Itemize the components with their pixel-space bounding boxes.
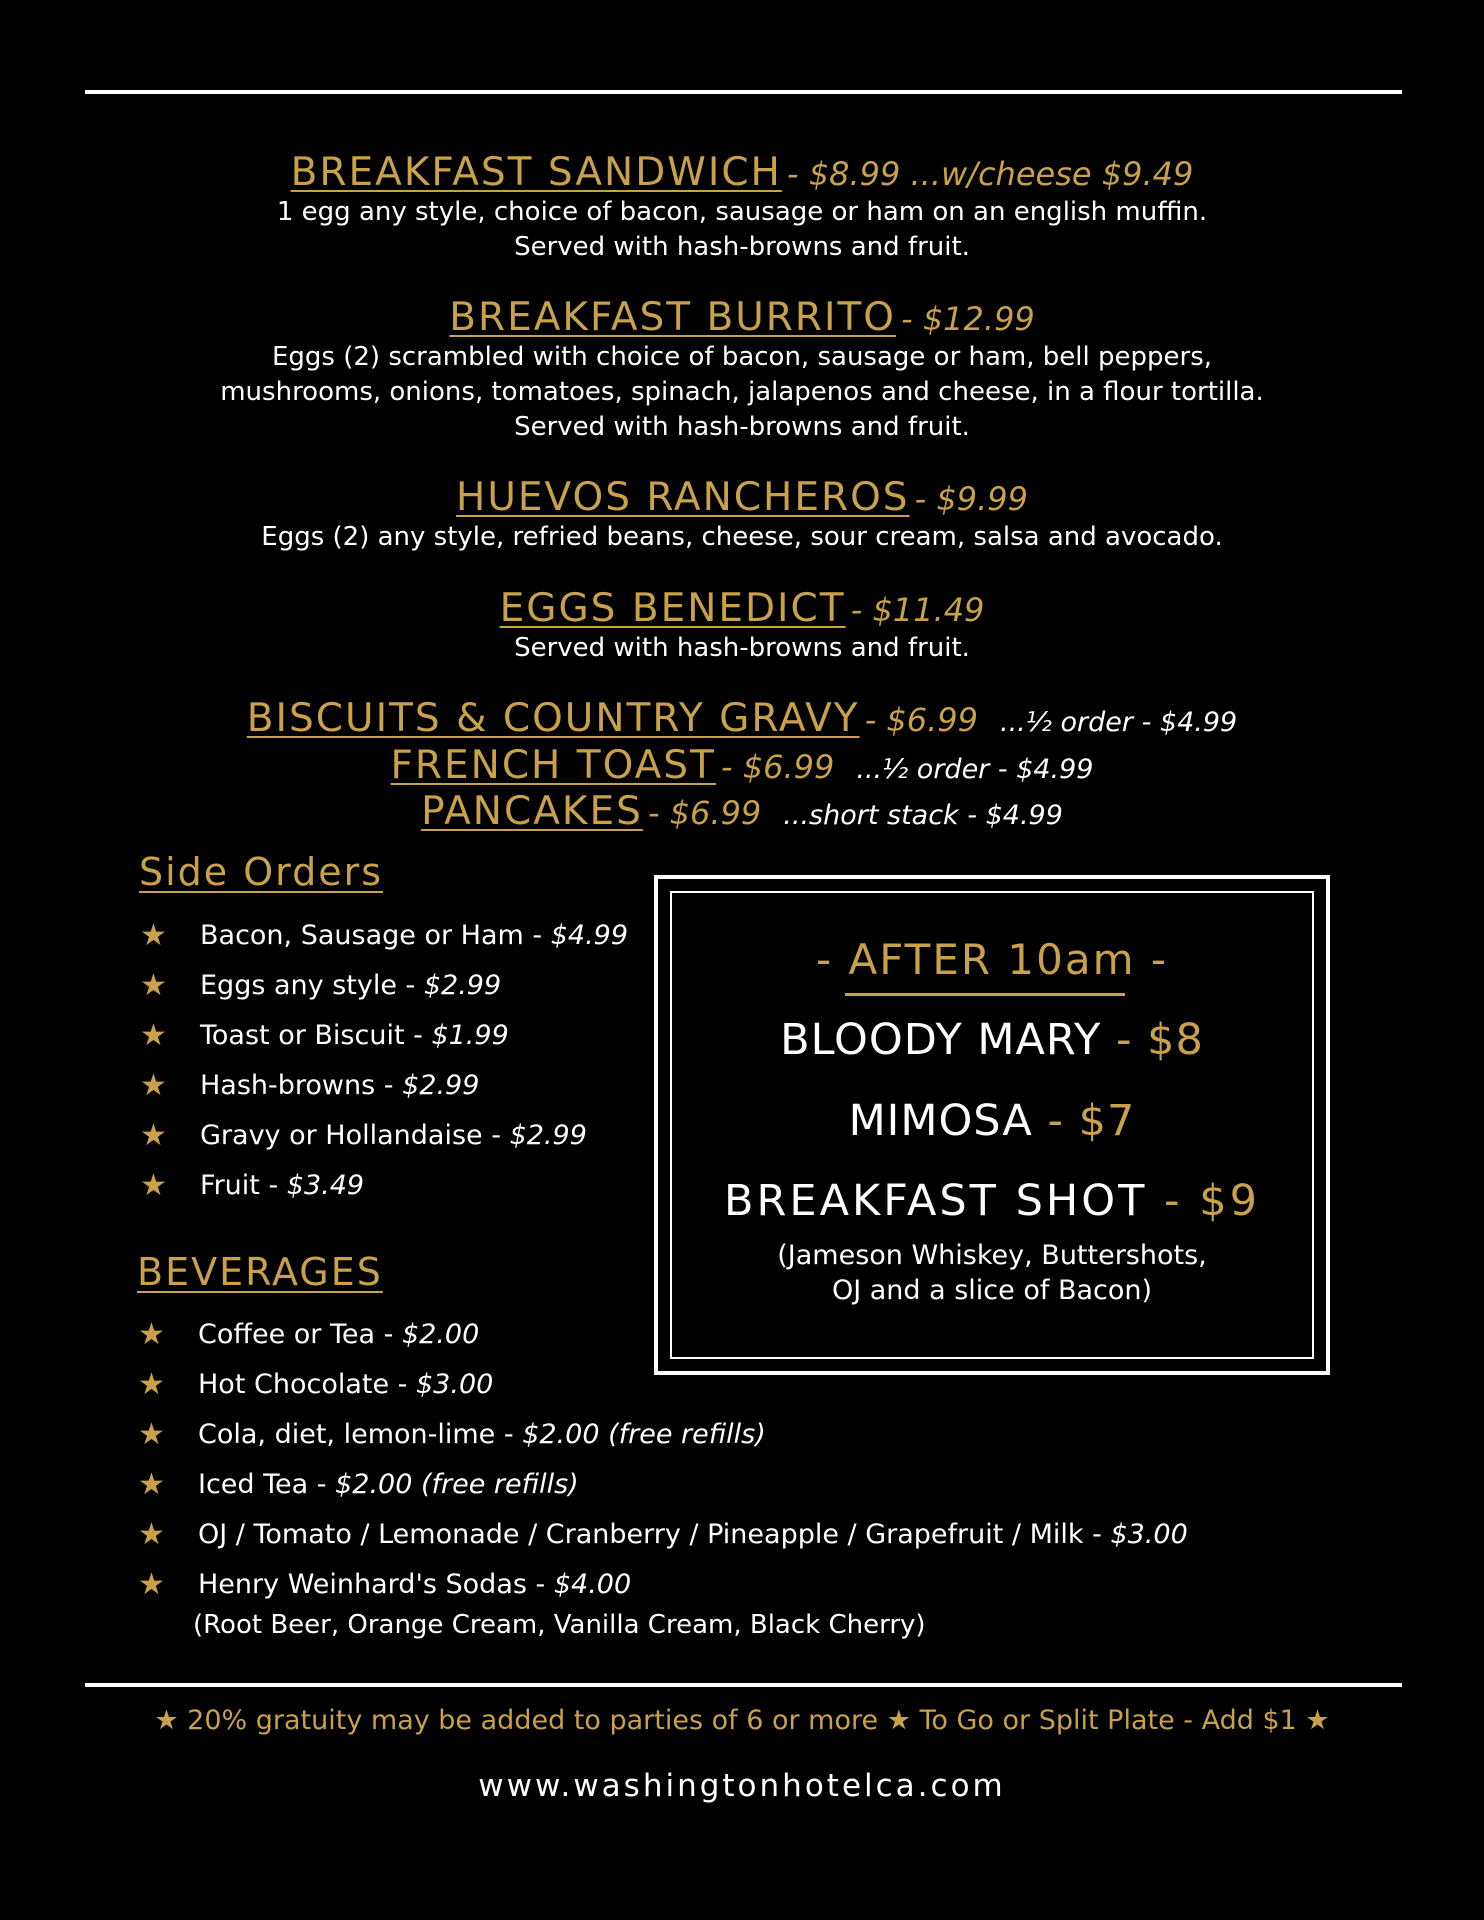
item-price: $2.99: [509, 1120, 587, 1151]
item-name: Toast or Biscuit -: [200, 1020, 432, 1051]
side-orders-list: [140, 911, 628, 1211]
drink-name: BREAKFAST SHOT: [724, 1176, 1148, 1226]
item-name: Henry Weinhard's Sodas -: [198, 1569, 554, 1600]
item-price: $4.99: [550, 920, 629, 951]
drink-bloody-mary: [672, 1015, 1312, 1065]
menu-item-pancakes: [0, 789, 1484, 834]
menu-item-huevos-rancheros: [0, 475, 1484, 555]
menu-item-breakfast-sandwich: [0, 150, 1484, 265]
item-price: $2.99: [402, 1070, 480, 1101]
item-price: $2.00 (free refills): [522, 1419, 766, 1450]
website-link[interactable]: www.washingtonhotelca.com: [478, 1768, 1006, 1804]
item-description: Eggs (2) scrambled with choice of bacon, sausage or ham, bell peppers,: [271, 342, 1213, 372]
list-item: [140, 911, 628, 961]
star-icon: ★: [138, 1317, 165, 1352]
drink-name: MIMOSA: [848, 1096, 1033, 1146]
star-icon: ★: [138, 1467, 165, 1502]
shot-note-line: (Jameson Whiskey, Buttershots,: [777, 1240, 1207, 1271]
list-item: [140, 961, 628, 1011]
after-10am-box: [654, 875, 1330, 1375]
item-name: OJ / Tomato / Lemonade / Cranberry / Pineapple / Grapefruit / Milk -: [198, 1519, 1111, 1550]
item-price: $2.99: [423, 970, 502, 1001]
drink-name: BLOODY MARY: [780, 1015, 1102, 1065]
sodas-note: (Root Beer, Orange Cream, Vanilla Cream, Black Cherry): [193, 1610, 926, 1640]
item-note: ...short stack - $4.99: [783, 800, 1063, 831]
star-icon: ★: [138, 1417, 165, 1452]
menu-item-breakfast-burrito: [0, 295, 1484, 445]
item-name: Cola, diet, lemon-lime -: [198, 1419, 523, 1450]
side-orders-heading: Side Orders: [139, 850, 384, 894]
item-description: Served with hash-browns and fruit.: [514, 412, 970, 442]
list-item: [140, 1161, 628, 1211]
list-item: [140, 1111, 628, 1161]
drink-price: - $9: [1147, 1176, 1260, 1226]
after-10am-heading: - AFTER 10am -: [816, 935, 1168, 984]
star-icon: ★: [140, 1168, 167, 1203]
shot-note-line: OJ and a slice of Bacon): [831, 1275, 1153, 1306]
bottom-divider: [85, 1683, 1402, 1687]
drink-breakfast-shot: [672, 1176, 1312, 1226]
list-item: [138, 1460, 1188, 1510]
item-price: - $6.99: [720, 748, 835, 786]
menu-item-eggs-benedict: [0, 586, 1484, 666]
item-name: Fruit -: [200, 1170, 287, 1201]
list-item: [138, 1410, 1188, 1460]
after-10am-inner-border: [670, 891, 1314, 1359]
item-name: Iced Tea -: [198, 1469, 336, 1500]
item-note: ...½ order - $4.99: [1000, 707, 1238, 738]
item-price: - $11.49: [850, 591, 985, 629]
item-price: - $12.99: [901, 300, 1035, 338]
item-description: Served with hash-browns and fruit.: [514, 633, 970, 663]
item-title: FRENCH TOAST: [390, 743, 716, 788]
item-price: $1.99: [431, 1020, 509, 1051]
item-title: BREAKFAST SANDWICH: [290, 150, 782, 195]
item-title: BISCUITS & COUNTRY GRAVY: [246, 696, 860, 741]
item-description: Served with hash-browns and fruit.: [514, 232, 970, 262]
item-description: 1 egg any style, choice of bacon, sausage or ham on an english muffin.: [276, 197, 1208, 227]
drink-mimosa: [672, 1096, 1312, 1146]
item-price: $2.00 (free refills): [335, 1469, 579, 1500]
item-note: ...½ order - $4.99: [856, 754, 1094, 785]
item-description: mushrooms, onions, tomatoes, spinach, jalapenos and cheese, in a flour tortilla.: [220, 377, 1264, 407]
star-icon: ★: [138, 1567, 165, 1602]
star-icon: ★: [140, 1068, 167, 1103]
list-item: [138, 1510, 1188, 1560]
star-icon: ★: [140, 1018, 167, 1053]
item-name: Bacon, Sausage or Ham -: [200, 920, 551, 951]
gratuity-notice: ★ 20% gratuity may be added to parties of 6 or more ★ To Go or Split Plate - Add $1 ★: [154, 1705, 1330, 1736]
top-divider: [85, 90, 1402, 94]
item-title: BREAKFAST BURRITO: [449, 295, 896, 340]
item-title: EGGS BENEDICT: [499, 586, 846, 631]
item-name: Coffee or Tea -: [198, 1319, 402, 1350]
item-price: $3.00: [416, 1369, 494, 1400]
star-icon: ★: [138, 1517, 165, 1552]
list-item: [138, 1560, 1188, 1610]
item-name: Gravy or Hollandaise -: [200, 1120, 510, 1151]
star-icon: ★: [140, 1118, 167, 1153]
item-name: Eggs any style -: [200, 970, 424, 1001]
item-price: $3.00: [1110, 1519, 1188, 1550]
menu-item-french-toast: [0, 743, 1484, 788]
item-price: $3.49: [286, 1170, 365, 1201]
drink-price: - $8: [1101, 1015, 1204, 1065]
item-title: HUEVOS RANCHEROS: [456, 475, 910, 520]
shot-note: [672, 1238, 1312, 1308]
list-item: [140, 1011, 628, 1061]
item-price: - $6.99: [864, 701, 979, 739]
item-price: - $8.99 ...w/cheese $9.49: [786, 155, 1194, 193]
menu-item-biscuits-gravy: [0, 696, 1484, 741]
item-price: $2.00: [401, 1319, 480, 1350]
star-icon: ★: [140, 968, 167, 1003]
star-icon: ★: [138, 1367, 165, 1402]
list-item: [140, 1061, 628, 1111]
heading-underline: [845, 993, 1125, 996]
beverages-heading: BEVERAGES: [137, 1250, 383, 1294]
item-name: Hot Chocolate -: [198, 1369, 416, 1400]
drink-price: - $7: [1032, 1096, 1136, 1146]
item-title: PANCAKES: [421, 789, 643, 834]
item-price: - $6.99: [647, 794, 762, 832]
item-price: $4.00: [553, 1569, 632, 1600]
star-icon: ★: [140, 918, 167, 953]
item-name: Hash-browns -: [200, 1070, 403, 1101]
item-price: - $9.99: [914, 480, 1028, 518]
item-description: Eggs (2) any style, refried beans, cheese, sour cream, salsa and avocado.: [261, 522, 1223, 552]
